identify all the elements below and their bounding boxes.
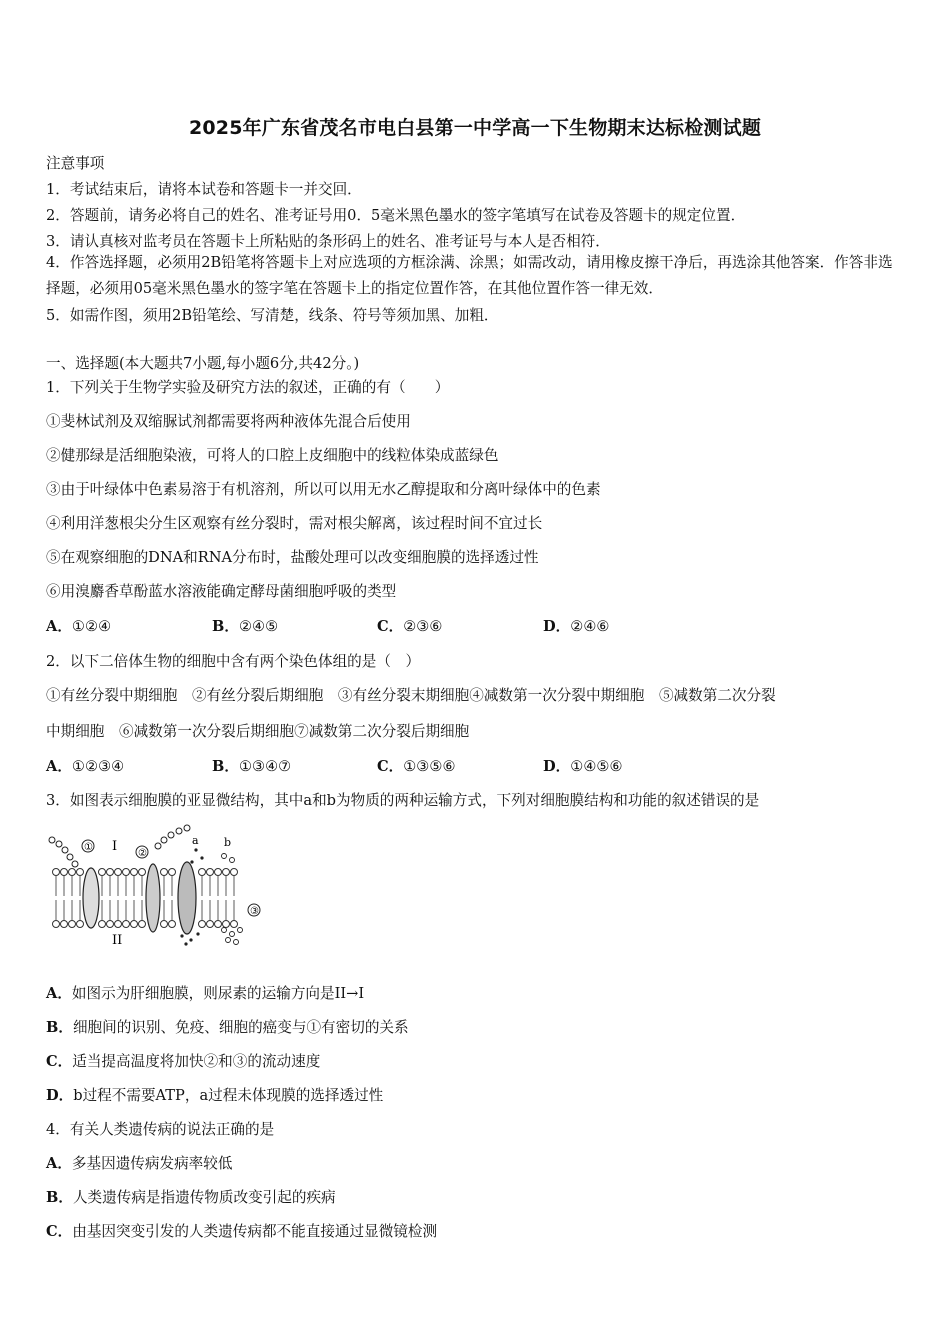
option-text: 多基因遗传病发病率较低 [71, 1155, 233, 1172]
substance-b-particles [222, 854, 243, 945]
option-letter: B． [46, 1019, 73, 1036]
q2-option-a[interactable] [46, 755, 124, 776]
notice-item: 1．考试结束后，请将本试卷和答题卡一并交回． [46, 181, 362, 198]
glycoprotein-chain [49, 825, 190, 867]
option-letter: D． [543, 758, 571, 775]
option-letter: C． [377, 618, 404, 635]
q4-option-b[interactable] [46, 1186, 336, 1207]
q2-line: 中期细胞 ⑥减数第一次分裂后期细胞⑦减数第二次分裂后期细胞 [46, 723, 470, 740]
figure-label-3: ③ [250, 906, 259, 917]
option-text: ①④⑤⑥ [570, 758, 623, 775]
q1-statement: ②健那绿是活细胞染液，可将人的口腔上皮细胞中的线粒体染成蓝绿色 [46, 447, 499, 464]
q4-stem: 4．有关人类遗传病的说法正确的是 [46, 1121, 275, 1138]
option-letter: A． [46, 1155, 72, 1172]
q4-option-c[interactable] [46, 1220, 437, 1241]
q3-option-d[interactable] [46, 1084, 383, 1105]
membrane-protein [83, 868, 99, 928]
option-letter: B． [46, 1189, 73, 1206]
q2-stem: 2．以下二倍体生物的细胞中含有两个染色体组的是（ ） [46, 653, 421, 670]
figure-label-a: a [192, 834, 199, 847]
option-text: ②④⑤ [238, 618, 279, 635]
q1-statement: ⑥用溴麝香草酚蓝水溶液能确定酵母菌细胞呼吸的类型 [46, 583, 397, 600]
q1-option-c[interactable] [377, 615, 442, 636]
cell-membrane-figure [46, 822, 266, 948]
q4-option-a[interactable] [46, 1152, 232, 1173]
figure-label-b: b [224, 836, 232, 849]
figure-side-i: I [112, 839, 118, 854]
option-text: ①②③④ [71, 758, 125, 775]
q1-option-d[interactable] [543, 615, 610, 636]
option-text: ②③⑥ [403, 618, 443, 635]
q3-option-a[interactable] [46, 982, 364, 1003]
option-letter: D． [543, 618, 571, 635]
q1-stem: 1．下列关于生物学实验及研究方法的叙述，正确的有（ ） [46, 379, 450, 396]
option-letter: A． [46, 618, 72, 635]
option-text: 如图示为肝细胞膜，则尿素的运输方向是II→I [71, 985, 365, 1002]
q2-line: ①有丝分裂中期细胞 ②有丝分裂后期细胞 ③有丝分裂末期细胞④减数第一次分裂中期细胞 ⑤减数第二次分裂 [46, 687, 776, 704]
option-text: ①③④⑦ [238, 758, 292, 775]
figure-side-ii: II [112, 933, 123, 948]
figure-label-1: ① [84, 842, 93, 853]
notice-item: 3．请认真核对监考员在答题卡上所粘贴的条形码上的姓名、准考证号与本人是否相符． [46, 233, 610, 250]
membrane-protein [146, 864, 160, 932]
q1-option-b[interactable] [212, 615, 278, 636]
notice-heading: 注意事项 [46, 155, 105, 172]
q3-option-b[interactable] [46, 1016, 409, 1037]
channel-protein [178, 862, 196, 934]
section-heading: 一、选择题(本大题共7小题,每小题6分,共42分。) [46, 355, 360, 372]
option-text: ②④⑥ [570, 618, 610, 635]
option-letter: C． [46, 1053, 73, 1070]
option-text: 由基因突变引发的人类遗传病都不能直接通过显微镜检测 [72, 1223, 438, 1240]
option-text: b过程不需要ATP，a过程未体现膜的选择透过性 [73, 1087, 384, 1104]
notice-item: 2．答题前，请务必将自己的姓名、准考证号用0．5毫米黑色墨水的签字笔填写在试卷及答题卡的规定位置． [46, 207, 746, 224]
upper-phospholipid-layer [53, 869, 238, 876]
option-letter: D． [46, 1087, 74, 1104]
option-letter: B． [212, 758, 239, 775]
option-letter: A． [46, 985, 72, 1002]
q2-option-c[interactable] [377, 755, 456, 776]
q1-statement: ④利用洋葱根尖分生区观察有丝分裂时，需对根尖解离，该过程时间不宜过长 [46, 515, 543, 532]
q1-statement: ①斐林试剂及双缩脲试剂都需要将两种液体先混合后使用 [46, 413, 411, 430]
q1-statement: ③由于叶绿体中色素易溶于有机溶剂，所以可以用无水乙醇提取和分离叶绿体中的色素 [46, 481, 601, 498]
option-text: 人类遗传病是指遗传物质改变引起的疾病 [72, 1189, 336, 1206]
option-letter: C． [46, 1223, 73, 1240]
option-letter: A． [46, 758, 72, 775]
exam-title: 2025年广东省茂名市电白县第一中学高一下生物期末达标检测试题 [188, 117, 762, 139]
option-text: ①③⑤⑥ [403, 758, 456, 775]
option-letter: B． [212, 618, 239, 635]
q1-option-a[interactable] [46, 615, 111, 636]
lower-phospholipid-layer [53, 921, 238, 928]
notice-item: 4．作答选择题，必须用2B铅笔将答题卡上对应选项的方框涂满、涂黑；如需改动，请用橡皮擦干净后，再选涂其他答案．作答非选择题，必须用05毫米黑色墨水的签字笔在答题卡上的指定位置作答，在其他位置作答一律无效． [46, 254, 893, 297]
option-text: 适当提高温度将加快②和③的流动速度 [72, 1053, 321, 1070]
q3-stem: 3．如图表示细胞膜的亚显微结构，其中a和b为物质的两种运输方式，下列对细胞膜结构和功能的叙述错误的是 [46, 792, 760, 809]
figure-label-2: ② [138, 848, 147, 859]
notice-item: 5．如需作图，须用2B铅笔绘、写清楚，线条、符号等须加黑、加粗． [46, 307, 499, 324]
option-text: ①②④ [71, 618, 112, 635]
option-letter: C． [377, 758, 404, 775]
option-text: 细胞间的识别、免疫、细胞的癌变与①有密切的关系 [72, 1019, 409, 1036]
q2-option-d[interactable] [543, 755, 623, 776]
q1-statement: ⑤在观察细胞的DNA和RNA分布时，盐酸处理可以改变细胞膜的选择透过性 [46, 549, 539, 566]
q2-option-b[interactable] [212, 755, 291, 776]
q3-option-c[interactable] [46, 1050, 320, 1071]
